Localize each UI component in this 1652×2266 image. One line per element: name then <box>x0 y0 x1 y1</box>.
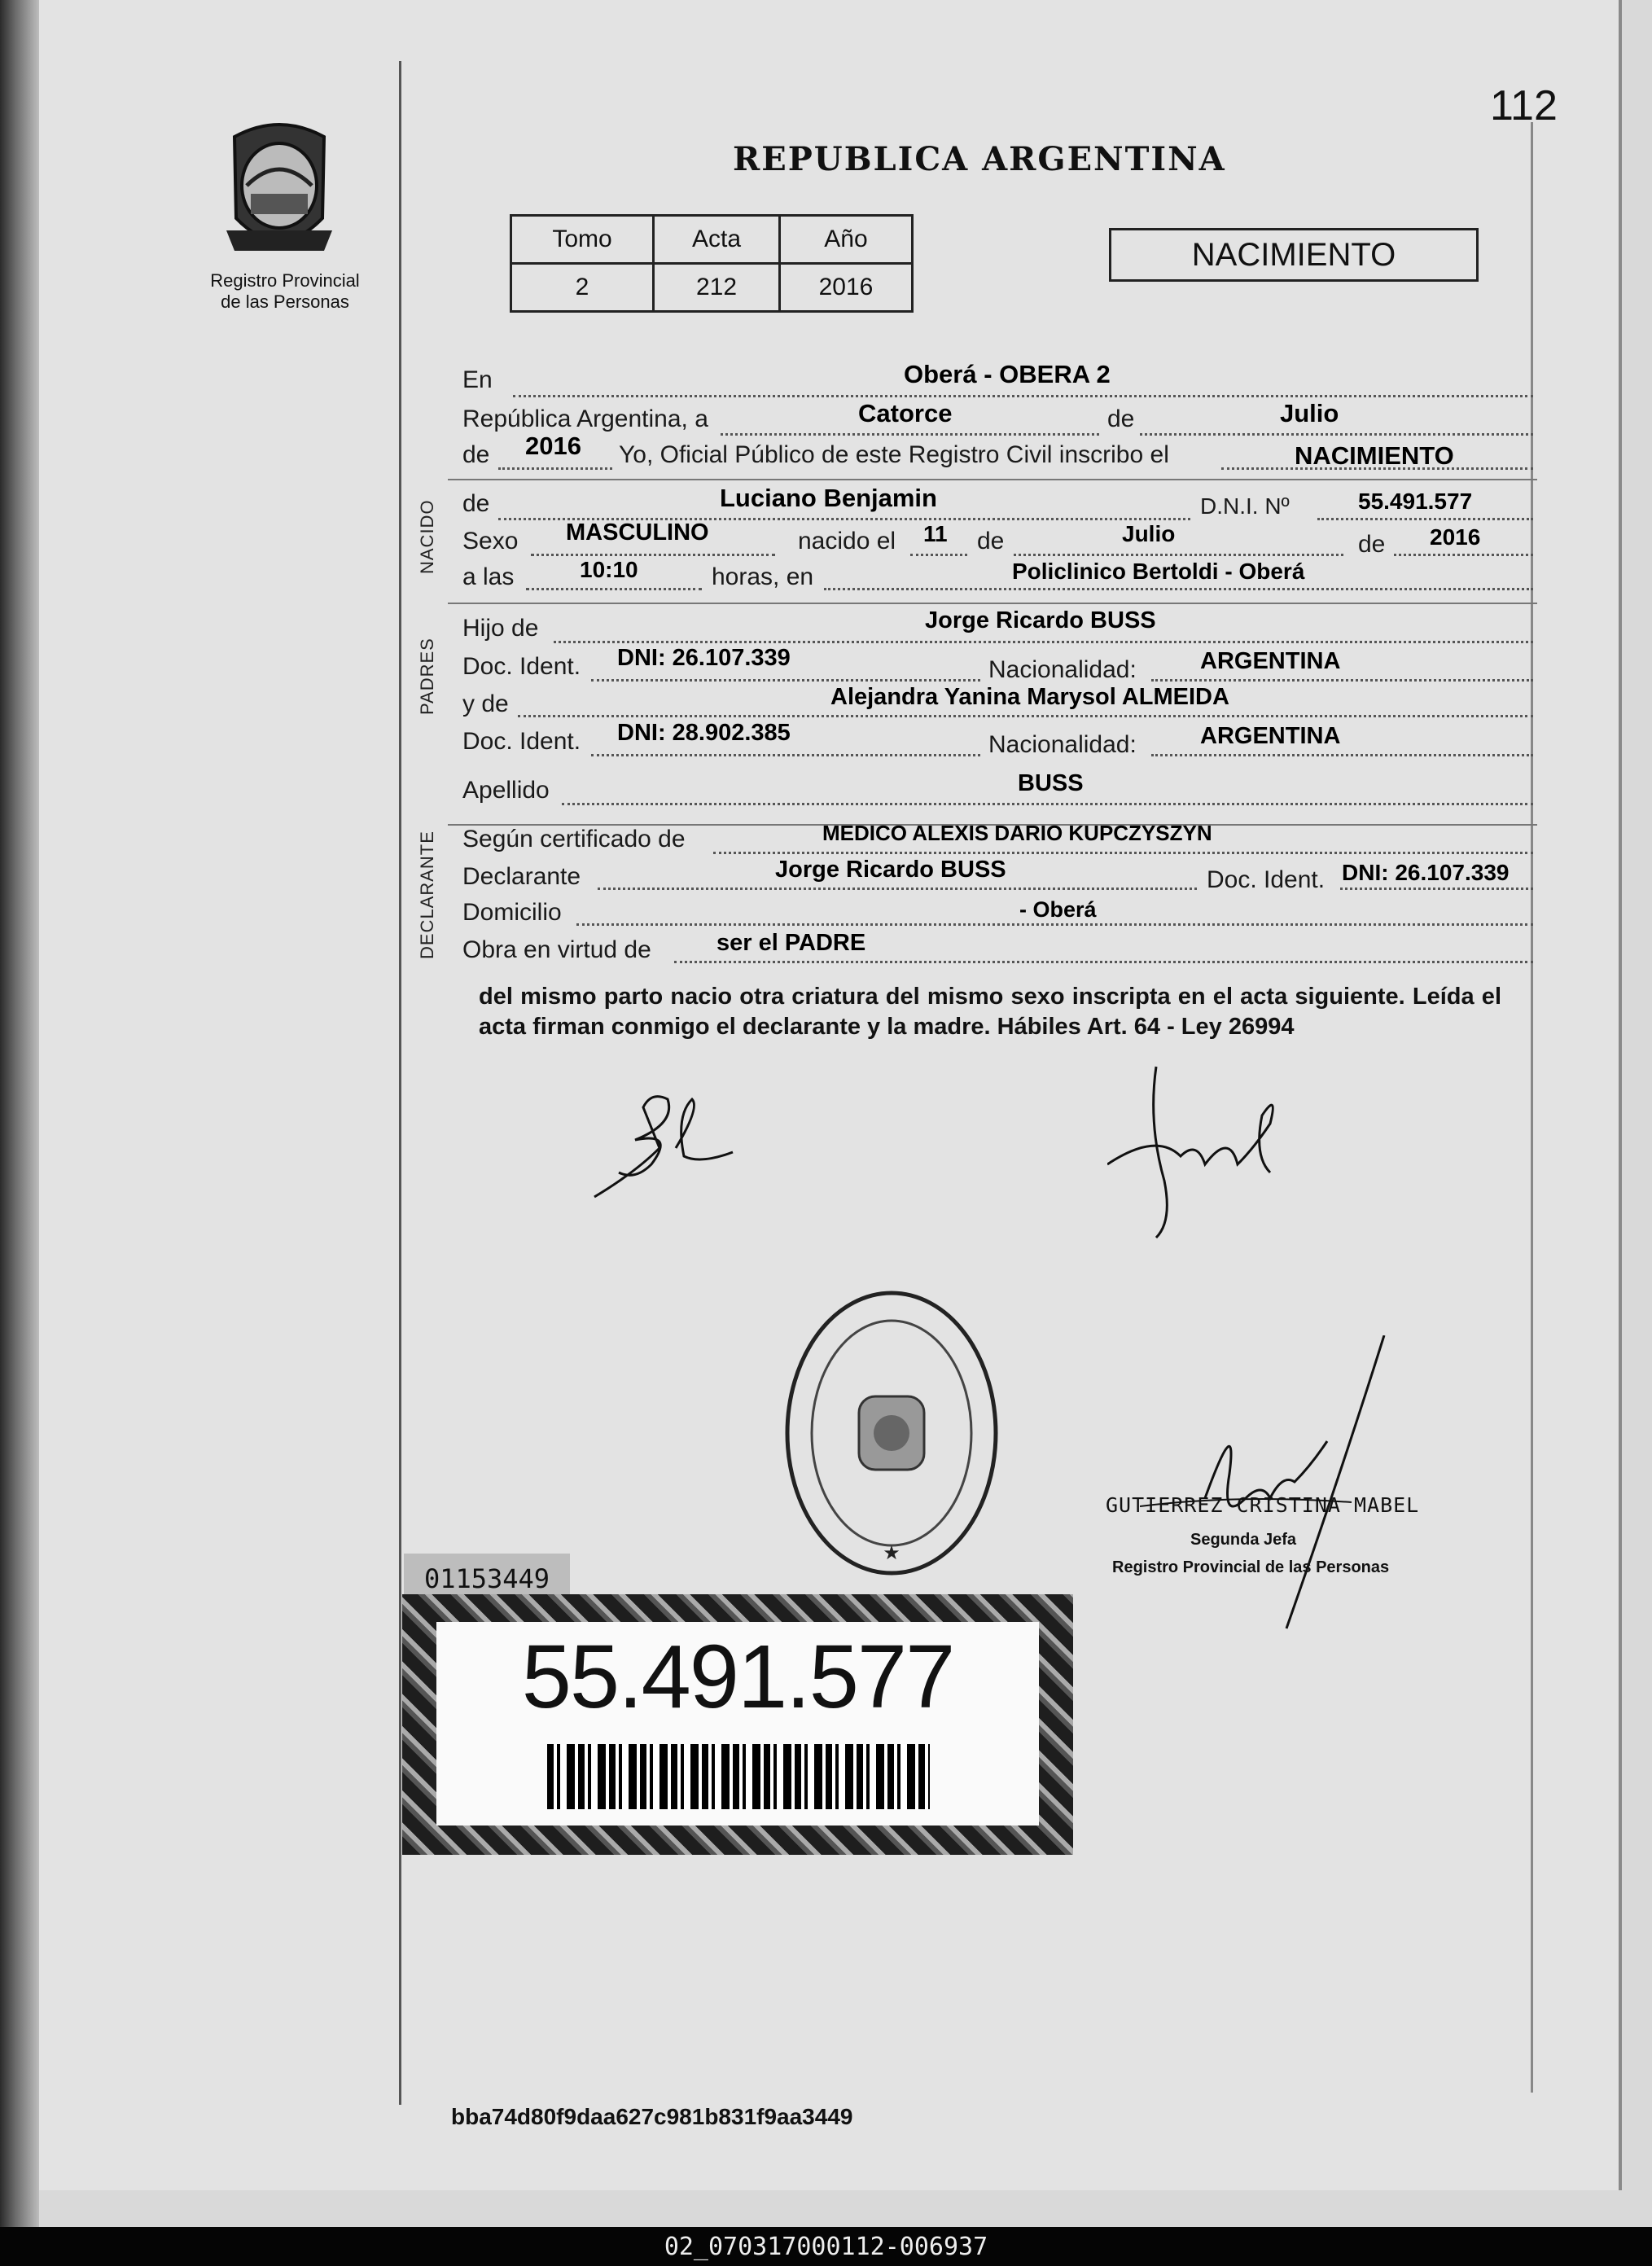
label-nacido-de: de <box>977 528 1005 554</box>
side-label-nacido: NACIDO <box>417 499 437 574</box>
label-apellido: Apellido <box>462 777 550 804</box>
value-doc-madre: DNI: 28.902.385 <box>617 720 791 746</box>
dotted-line <box>1151 679 1533 682</box>
label-nacido-de2: de <box>1358 531 1386 558</box>
value-dia: Catorce <box>858 399 953 427</box>
label-en: En <box>462 366 493 393</box>
dotted-line <box>824 588 1533 590</box>
value-acta: 212 <box>654 264 780 312</box>
dotted-line <box>513 395 1533 397</box>
label-republica: República Argentina, a <box>462 405 708 432</box>
document-heading: REPUBLICA ARGENTINA <box>733 140 1226 178</box>
header-tomo: Tomo <box>511 216 654 264</box>
barcode-label <box>402 1594 1073 1855</box>
value-doc-padre: DNI: 26.107.339 <box>617 645 791 671</box>
value-nacido-dia: 11 <box>923 521 948 546</box>
side-label-padres: PADRES <box>417 638 437 715</box>
value-nombre: Luciano Benjamin <box>720 484 937 512</box>
dotted-line <box>910 554 967 556</box>
official-role: Segunda Jefa <box>1190 1531 1297 1549</box>
stamp-number: 01153449 <box>404 1554 570 1604</box>
value-nacionalidad-madre: ARGENTINA <box>1200 723 1341 749</box>
side-label-declarante: DECLARANTE <box>417 831 437 959</box>
dotted-line <box>721 433 1099 436</box>
right-margin-line <box>1531 122 1533 2093</box>
document-page <box>39 0 1622 2190</box>
official-office: Registro Provincial de las Personas <box>1112 1558 1390 1576</box>
page-number: 112 <box>1490 82 1558 129</box>
dotted-line <box>498 467 612 470</box>
scan-left-edge <box>0 0 39 2227</box>
separator <box>448 479 1537 480</box>
label-declarante: Declarante <box>462 863 581 890</box>
label-horas-en: horas, en <box>712 563 814 590</box>
value-mes: Julio <box>1280 399 1339 427</box>
value-anio-registro: 2016 <box>525 432 581 460</box>
value-dni: 55.491.577 <box>1358 489 1473 514</box>
dotted-line <box>518 715 1533 717</box>
label-domicilio: Domicilio <box>462 899 562 926</box>
label-y-de: y de <box>462 690 509 717</box>
header-anio: Año <box>780 216 913 264</box>
label-obra: Obra en virtud de <box>462 936 651 963</box>
dotted-line <box>1394 554 1533 556</box>
value-declarante: Jorge Ricardo BUSS <box>775 857 1006 883</box>
label-sexo: Sexo <box>462 528 519 554</box>
note-paragraph: del mismo parto nacio otra criatura del mismo sexo inscripta en el acta siguiente. Leída el acta firman conmigo el declarante y la madre. Hábiles Art. 64 - Ley 26994 <box>479 984 1501 1040</box>
value-nacionalidad-padre: ARGENTINA <box>1200 648 1341 674</box>
mother-signature <box>1107 1058 1295 1246</box>
value-nacido-anio: 2016 <box>1430 524 1481 550</box>
dotted-line <box>562 803 1533 805</box>
label-a-las: a las <box>462 563 515 590</box>
value-padre: Jorge Ricardo BUSS <box>925 607 1156 633</box>
value-inscribo: NACIMIENTO <box>1295 441 1454 470</box>
value-sexo: MASCULINO <box>566 519 709 546</box>
value-apellido: BUSS <box>1018 770 1084 796</box>
label-de-nombre: de <box>462 490 490 517</box>
logo-caption <box>187 270 383 313</box>
dotted-line <box>713 852 1533 854</box>
official-signature <box>1140 1335 1409 1637</box>
dotted-line <box>1317 518 1533 520</box>
logo-caption-line1: Registro Provincial <box>210 270 360 291</box>
dotted-line <box>674 961 1533 963</box>
declarant-signature <box>586 1075 749 1205</box>
dotted-line <box>531 554 775 556</box>
svg-text:★: ★ <box>883 1542 900 1564</box>
separator <box>448 603 1537 604</box>
label-nacionalidad-madre: Nacionalidad: <box>988 731 1137 758</box>
value-declarante-doc: DNI: 26.107.339 <box>1342 860 1510 885</box>
barcode-dni-number: 55.491.577 <box>521 1627 954 1727</box>
barcode-panel <box>436 1622 1039 1826</box>
label-nacionalidad-padre: Nacionalidad: <box>988 656 1137 683</box>
dotted-line <box>1340 888 1533 890</box>
value-certificado: MEDICO ALEXIS DARIO KUPCZYSZYN <box>822 821 1212 845</box>
value-lugar-nacimiento: Policlinico Bertoldi - Oberá <box>1012 559 1305 584</box>
label-inscribo: Yo, Oficial Público de este Registro Civil inscribo el <box>619 441 1169 468</box>
label-de-anio: de <box>462 441 490 468</box>
document-hash: bba74d80f9daa627c981b831f9aa3449 <box>451 2104 853 2129</box>
margin-line <box>399 61 401 2105</box>
dotted-line <box>554 641 1533 643</box>
label-certificado: Según certificado de <box>462 826 686 852</box>
province-crest-logo <box>218 121 340 259</box>
dotted-line <box>1014 554 1343 556</box>
value-domicilio: - Oberá <box>1019 897 1097 922</box>
official-oval-seal <box>782 1286 1001 1580</box>
label-doc-madre: Doc. Ident. <box>462 728 581 755</box>
dotted-line <box>1151 754 1533 756</box>
logo-caption-line2: de las Personas <box>221 291 349 312</box>
dotted-line <box>591 679 980 682</box>
value-obra: ser el PADRE <box>716 930 866 956</box>
record-type-box: NACIMIENTO <box>1109 228 1479 282</box>
label-declarante-doc: Doc. Ident. <box>1207 866 1326 893</box>
value-madre: Alejandra Yanina Marysol ALMEIDA <box>830 684 1229 710</box>
record-table <box>510 214 914 313</box>
label-de: de <box>1107 405 1135 432</box>
official-name: GUTIERREZ CRISTINA MABEL <box>1106 1493 1420 1517</box>
dotted-line <box>598 888 1197 890</box>
header-acta: Acta <box>654 216 780 264</box>
value-nacido-mes: Julio <box>1122 521 1176 546</box>
value-tomo: 2 <box>511 264 654 312</box>
value-anio: 2016 <box>780 264 913 312</box>
dotted-line <box>1140 433 1533 436</box>
barcode-bars <box>547 1744 930 1809</box>
dotted-line <box>576 923 1533 926</box>
label-nacido-el: nacido el <box>798 528 896 554</box>
value-lugar-registro: Oberá - OBERA 2 <box>904 360 1111 388</box>
footer-file-id: 02_070317000112-006937 <box>0 2227 1652 2266</box>
label-doc-padre: Doc. Ident. <box>462 653 581 680</box>
dotted-line <box>591 754 980 756</box>
label-dni: D.N.I. Nº <box>1200 493 1290 519</box>
value-hora: 10:10 <box>580 557 638 582</box>
dotted-line <box>526 588 702 590</box>
label-hijo-de: Hijo de <box>462 615 539 642</box>
